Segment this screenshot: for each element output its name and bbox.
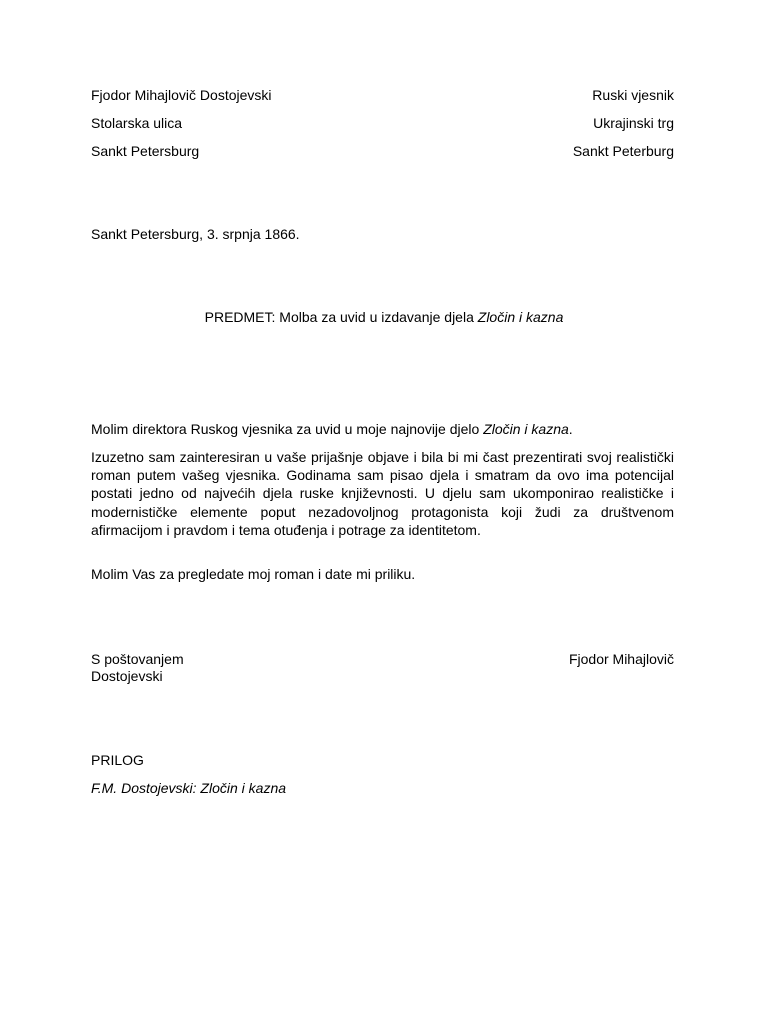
subject-prefix: PREDMET: Molba za uvid u izdavanje djela: [204, 309, 478, 325]
date-line: Sankt Petersburg, 3. srpnja 1866.: [91, 226, 300, 242]
attachment-label: PRILOG: [91, 752, 144, 768]
subject-title: Zločin i kazna: [477, 309, 564, 325]
attachment-item: F.M. Dostojevski: Zločin i kazna: [91, 780, 287, 796]
sender-street: Stolarska ulica: [91, 115, 183, 131]
body-paragraph-2: Izuzetno sam zainteresiran u vaše prijašnje objave i bila bi mi čast prezentirati svoj realistički roman putem vašeg vjesnika. Godinama sam pisao djela i smatram da ovo ima potencijal postati jedno od najvećih djela ruske književnosti. U djelu sam ukomponirao realističke i modernističke elemente poput nezadovoljnog protagonista koji žudi za društvenom afirmacijom i pravdom i tema otuđenja i potrage za identitetom.: [91, 449, 674, 538]
body-paragraph-3: Molim Vas za pregledate moj roman i date mi priliku.: [91, 566, 416, 582]
subject-line: [0, 309, 768, 326]
recipient-street: Ukrajinski trg: [593, 115, 674, 131]
body-p1-title: Zločin i kazna: [483, 421, 569, 437]
body-paragraph-1: [91, 421, 573, 438]
signature-last: Dostojevski: [91, 668, 163, 684]
body-p1-end: .: [568, 421, 573, 437]
body-p1-text: Molim direktora Ruskog vjesnika za uvid u moje najnovije djelo: [91, 421, 484, 437]
recipient-name: Ruski vjesnik: [592, 87, 674, 103]
recipient-city: Sankt Peterburg: [572, 143, 674, 159]
signature-first: Fjodor Mihajlovič: [568, 651, 674, 667]
sender-name: Fjodor Mihajlovič Dostojevski: [91, 87, 272, 103]
sender-city: Sankt Petersburg: [91, 143, 200, 159]
closing-salutation: S poštovanjem: [91, 651, 184, 667]
